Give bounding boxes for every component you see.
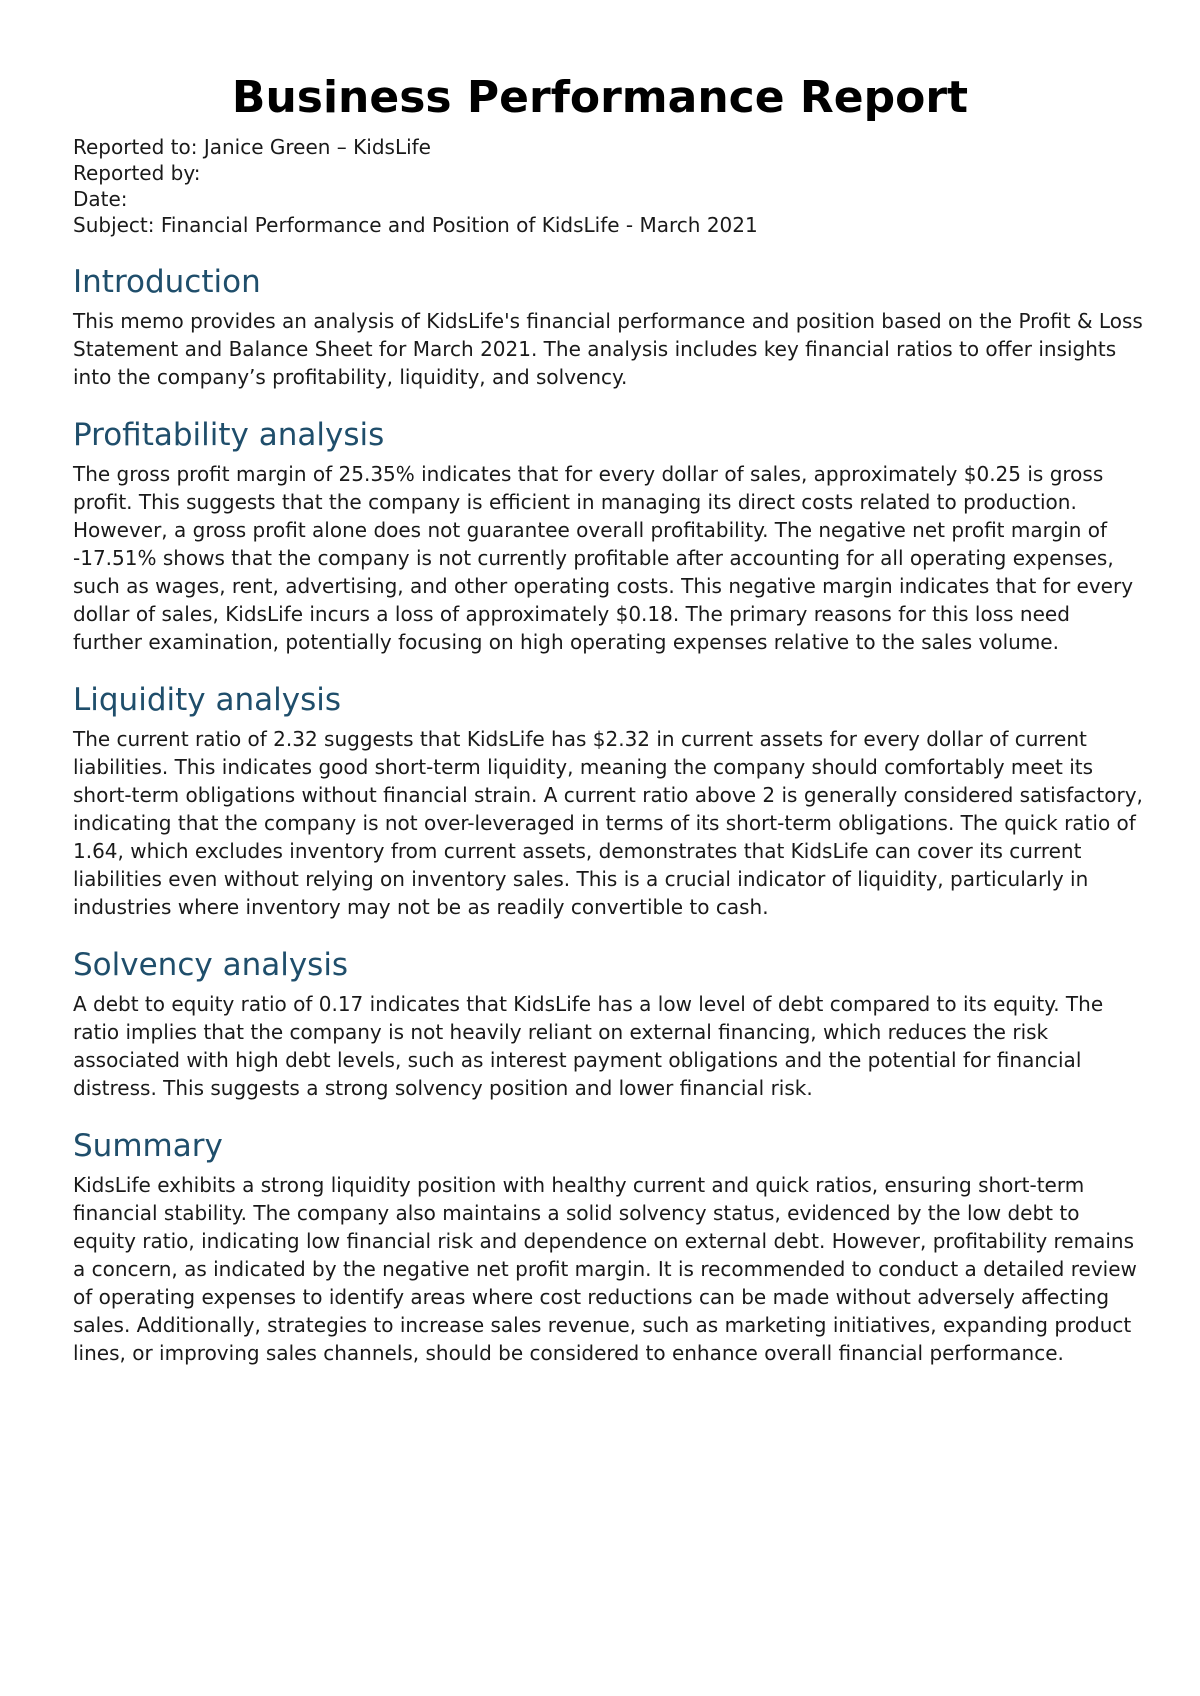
section-body: KidsLife exhibits a strong liquidity position with healthy current and quick ratios, ensuring short-term financial stability. The company also maintains a solid solvency status, evidenced by the low debt to equity ratio, indicating low financial risk and dependence on external debt. However, profitability remains a concern, as indicated by the negative net profit margin. It is recommended to conduct a detailed review of operating expenses to identify areas where cost reductions can be made without adversely affecting sales. Additionally, strategies to increase sales revenue, such as marketing initiatives, expanding product lines, or improving sales channels, should be considered to enhance overall financial performance.: [73, 1173, 1137, 1365]
section-heading: Solvency analysis: [73, 947, 349, 983]
section-body: The current ratio of 2.32 suggests that KidsLife has $2.32 in current assets for every dollar of current liabilities. This indicates good short-term liquidity, meaning the company should comfortably meet its short-term obligations without financial strain. A current ratio above 2 is generally considered satisfactory, indicating that the company is not over-leveraged in terms of its short-term obligations. The quick ratio of 1.64, which excludes inventory from current assets, demonstrates that KidsLife can cover its current liabilities even without relying on inventory sales. This is a crucial indicator of liquidity, particularly in industries where inventory may not be as readily convertible to cash.: [73, 727, 1143, 919]
section-heading: Profitability analysis: [73, 417, 385, 453]
section-body: A debt to equity ratio of 0.17 indicates that KidsLife has a low level of debt compared to its equity. The ratio implies that the company is not heavily reliant on external financing, which reduces the risk associated with high debt levels, such as interest payment obligations and the potential for financial distress. This suggests a strong solvency position and lower financial risk.: [73, 992, 1104, 1100]
section-liquidity: [73, 680, 1143, 921]
memo-header: [73, 134, 1143, 238]
reported-to-line: Reported to: Janice Green – KidsLife: [73, 135, 431, 159]
report-title: Business Performance Report: [231, 72, 969, 123]
section-body: The gross profit margin of 25.35% indicates that for every dollar of sales, approximately $0.25 is gross profit. This suggests that the company is efficient in managing its direct costs related to production. However, a gross profit alone does not guarantee overall profitability. The negative net profit margin of -17.51% shows that the company is not currently profitable after accounting for all operating expenses, such as wages, rent, advertising, and other operating costs. This negative margin indicates that for every dollar of sales, KidsLife incurs a loss of approximately $0.18. The primary reasons for this loss need further examination, potentially focusing on high operating expenses relative to the sales volume.: [73, 462, 1134, 654]
document-page: [73, 70, 1143, 1367]
section-summary: [73, 1126, 1143, 1367]
reported-by-line: Reported by:: [73, 161, 201, 185]
section-introduction: [73, 262, 1143, 391]
subject-line: Subject: Financial Performance and Position of KidsLife - March 2021: [73, 213, 758, 237]
date-line: Date:: [73, 187, 128, 211]
section-body: This memo provides an analysis of KidsLife's financial performance and position based on the Profit & Loss Statement and Balance Sheet for March 2021. The analysis includes key financial ratios to offer insights into the company’s profitability, liquidity, and solvency.: [73, 309, 1143, 389]
section-profitability: [73, 415, 1143, 656]
section-heading: Introduction: [73, 264, 261, 300]
section-heading: Summary: [73, 1128, 223, 1164]
section-solvency: [73, 945, 1143, 1102]
section-heading: Liquidity analysis: [73, 682, 341, 718]
